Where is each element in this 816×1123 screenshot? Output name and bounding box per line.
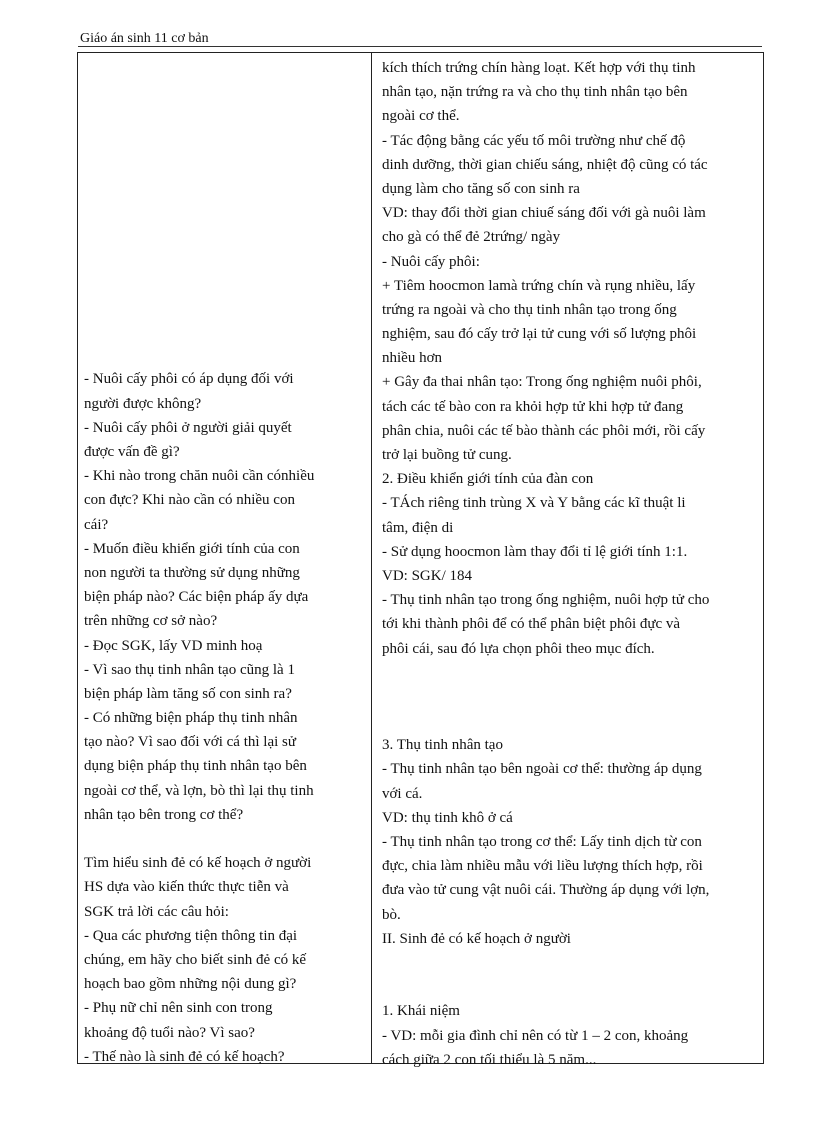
text-line: - Thụ tinh nhân tạo trong ống nghiệm, nuôi hợp tử cho bbox=[382, 592, 710, 609]
text-line bbox=[84, 101, 364, 125]
text-line: người được không? bbox=[84, 395, 202, 412]
text-line: trên những cơ sở nào? bbox=[84, 613, 218, 630]
text-line: cái? bbox=[84, 516, 109, 533]
text-line: VD: SGK/ 184 bbox=[382, 567, 473, 584]
text-line: với cá. bbox=[382, 785, 423, 802]
text-line: cho gà có thể đẻ 2trứng/ ngày bbox=[382, 229, 561, 246]
text-line: dụng biện pháp thụ tinh nhân tạo bên bbox=[84, 758, 307, 775]
text-line: đưa vào tử cung vật nuôi cái. Thường áp dụng với lợn, bbox=[382, 882, 710, 899]
text-line: SGK trả lời các câu hỏi: bbox=[84, 903, 229, 920]
text-line bbox=[84, 343, 364, 367]
lesson-table bbox=[77, 52, 764, 1068]
text-line: + Gây đa thai nhân tạo: Trong ống nghiệm nuôi phôi, bbox=[382, 374, 702, 391]
text-line: - Đọc SGK, lấy VD minh hoạ bbox=[84, 637, 263, 654]
text-line bbox=[84, 295, 364, 319]
text-line: đực, chia làm nhiều mẫu với liều lượng thích hợp, rồi bbox=[382, 858, 703, 875]
text-line: II. Sinh đẻ có kế hoạch ở người bbox=[382, 930, 571, 947]
text-line: chúng, em hãy cho biết sinh đẻ có kế bbox=[84, 951, 307, 968]
text-line: dinh dưỡng, thời gian chiếu sáng, nhiệt độ cũng có tác bbox=[382, 156, 708, 173]
text-line: VD: thụ tinh khô ở cá bbox=[382, 809, 513, 826]
text-line: nghiệm, sau đó cấy trở lại tử cung với số lượng phôi bbox=[382, 326, 697, 343]
text-line bbox=[382, 685, 760, 709]
text-line: tách các tế bào con ra khỏi hợp tử khi hợp tử đang bbox=[382, 398, 684, 415]
text-line bbox=[84, 827, 364, 851]
text-line bbox=[84, 319, 364, 343]
text-line: tạo nào? Vì sao đối với cá thì lại sử bbox=[84, 734, 296, 751]
text-line: - Qua các phương tiện thông tin đại bbox=[84, 927, 298, 944]
text-line: - Có những biện pháp thụ tinh nhân bbox=[84, 710, 298, 727]
text-line: - TÁch riêng tinh trùng X và Y bằng các kĩ thuật li bbox=[382, 495, 686, 512]
text-line: phôi cái, sau đó lựa chọn phôi theo mục đích. bbox=[382, 640, 655, 657]
text-line bbox=[382, 661, 760, 685]
text-line bbox=[382, 709, 760, 733]
text-line: ngoài cơ thể. bbox=[382, 108, 460, 125]
text-line bbox=[84, 198, 364, 222]
text-line: - Tác động bằng các yếu tố môi trường như chế độ bbox=[382, 132, 686, 149]
text-line: trở lại buồng tử cung. bbox=[382, 447, 512, 463]
text-line: tới khi thành phôi để có thể phân biệt phôi đực và bbox=[382, 616, 681, 633]
text-line: - VD: mỗi gia đình chỉ nên có từ 1 – 2 con, khoảng bbox=[382, 1027, 689, 1044]
text-line: ngoài cơ thể, và lợn, bò thì lại thụ tinh bbox=[84, 782, 314, 799]
text-line bbox=[84, 126, 364, 150]
column-divider bbox=[371, 53, 372, 1063]
text-line: kích thích trứng chín hàng loạt. Kết hợp với thụ tinh bbox=[382, 60, 696, 76]
text-line: 2. Điều khiển giới tính của đàn con bbox=[382, 471, 594, 488]
text-line: bò. bbox=[382, 906, 401, 923]
text-line: - Khi nào trong chăn nuôi cần cónhiều bbox=[84, 468, 315, 485]
content-column bbox=[382, 56, 760, 1072]
text-line: - Thụ tinh nhân tạo bên ngoài cơ thể: thường áp dụng bbox=[382, 761, 702, 778]
text-line: - Phụ nữ chỉ nên sinh con trong bbox=[84, 1000, 273, 1017]
text-line: con đực? Khi nào cần có nhiều con bbox=[84, 492, 295, 509]
text-line: - Nuôi cấy phôi: bbox=[382, 253, 480, 270]
text-line bbox=[84, 271, 364, 295]
text-line bbox=[84, 222, 364, 246]
text-line: nhiều hơn bbox=[382, 350, 443, 367]
text-line: 3. Thụ tinh nhân tạo bbox=[382, 737, 503, 754]
text-line: - Sử dụng hoocmon làm thay đổi tỉ lệ giới tính 1:1. bbox=[382, 543, 688, 560]
text-line bbox=[382, 975, 760, 999]
text-line: trứng ra ngoài và cho thụ tinh nhân tạo trong ống bbox=[382, 301, 677, 318]
text-line: Tìm hiểu sinh đẻ có kế hoạch ở người bbox=[84, 855, 312, 872]
text-line: VD: thay đổi thời gian chiuế sáng đối với gà nuôi làm bbox=[382, 205, 706, 222]
page-header: Giáo án sinh 11 cơ bản bbox=[80, 31, 209, 46]
text-line: - Vì sao thụ tinh nhân tạo cũng là 1 bbox=[84, 661, 295, 678]
text-line bbox=[84, 150, 364, 174]
text-line: - Nuôi cấy phôi có áp dụng đối với bbox=[84, 371, 294, 388]
text-line: được vấn đề gì? bbox=[84, 444, 180, 460]
text-line: HS dựa vào kiến thức thực tiễn và bbox=[84, 879, 289, 896]
text-line: biện pháp nào? Các biện pháp ấy dựa bbox=[84, 589, 309, 606]
text-line bbox=[84, 174, 364, 198]
text-line: - Thụ tinh nhân tạo trong cơ thể: Lấy tinh dịch từ con bbox=[382, 834, 702, 850]
text-line: biện pháp làm tăng số con sinh ra? bbox=[84, 685, 292, 702]
text-line: khoảng độ tuổi nào? Vì sao? bbox=[84, 1024, 255, 1041]
text-line bbox=[84, 53, 364, 77]
text-line bbox=[84, 77, 364, 101]
text-line: - Muốn điều khiển giới tính của con bbox=[84, 540, 300, 557]
text-line: non người ta thường sử dụng những bbox=[84, 564, 300, 581]
text-line: dụng làm cho tăng số con sinh ra bbox=[382, 180, 580, 197]
header-rule bbox=[78, 46, 762, 47]
text-line: 1. Khái niệm bbox=[382, 1003, 460, 1020]
text-line: - Nuôi cấy phôi ở người giải quyết bbox=[84, 419, 292, 436]
text-line: hoạch bao gồm những nội dung gì? bbox=[84, 976, 297, 993]
text-line: phân chia, nuôi các tế bào thành các phôi mới, rồi cấy bbox=[382, 422, 706, 439]
teacher-activity-column bbox=[84, 53, 364, 1069]
text-line: nhân tạo bên trong cơ thể? bbox=[84, 806, 244, 823]
text-line: tâm, điện di bbox=[382, 519, 454, 536]
text-line bbox=[84, 247, 364, 271]
text-line bbox=[382, 951, 760, 975]
text-line: cách giữa 2 con tối thiểu là 5 năm... bbox=[382, 1051, 597, 1068]
text-line: nhân tạo, nặn trứng ra và cho thụ tinh nhân tạo bên bbox=[382, 84, 688, 101]
text-line: - Thế nào là sinh đẻ có kế hoạch? bbox=[84, 1048, 285, 1065]
text-line: + Tiêm hoocmon lamà trứng chín và rụng nhiều, lấy bbox=[382, 277, 696, 294]
